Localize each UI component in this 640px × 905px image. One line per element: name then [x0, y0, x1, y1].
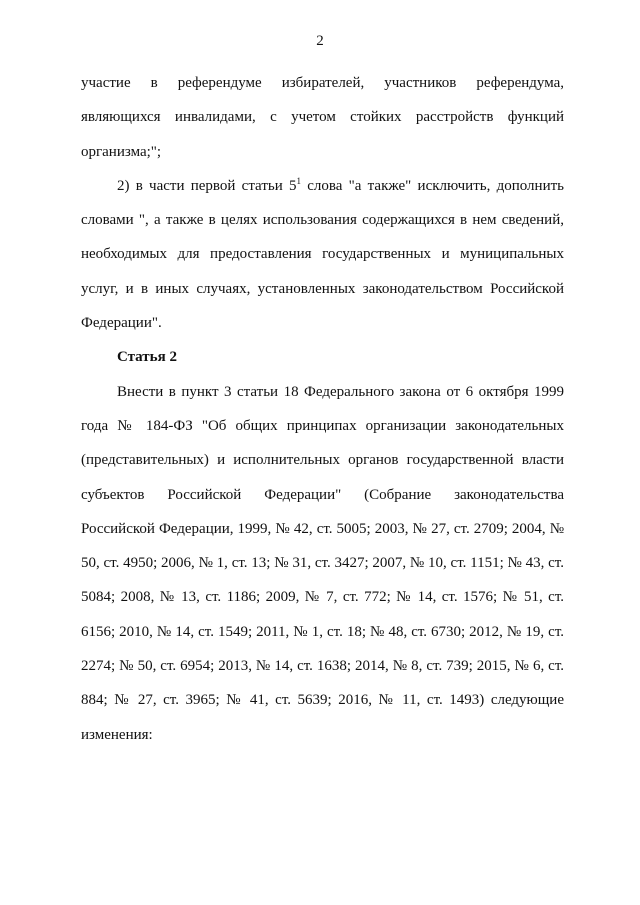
amendment-2-text-start: 2) в части первой статьи 5 — [117, 177, 297, 194]
paragraph-article-2: Внести в пункт 3 статьи 18 Федерального закона от 6 октября 1999 года № 184-ФЗ "Об общих принципах организации законодательных (представительных) и исполнительных органов государственной власти субъектов Российской Федерации" (Собрание законодательства Российской Федерации, 1999, № 42, ст. 5005; 2003, № 27, ст. 2709; 2004, № 50, ст. 4950; 2006, № 1, ст. 13; № 31, ст. 3427; 2007, № 10, ст. 1151; № 43, ст. 5084; 2008, № 13, ст. 1186; 2009, № 7, ст. 772; № 14, ст. 1576; № 51, ст. 6156; 2010, № 14, ст. 1549; 2011, № 1, ст. 18; № 48, ст. 6730; 2012, № 19, ст. 2274; № 50, ст. 6954; 2013, № 14, ст. 1638; 2014, № 8, ст. 739; 2015, № 6, ст. 884; № 27, ст. 3965; № 41, ст. 5639; 2016, № 11, ст. 1493) следующие изменения: — [81, 383, 564, 743]
amendment-2-text-end: слова "а также" исключить, дополнить словами ", а также в целях использования содержащихся в нем сведений, необходимых для предоставления государственных и муниципальных услуг, и в иных случаях, установленных законодательством Российской Федерации". — [81, 177, 564, 332]
document-body — [81, 66, 564, 752]
article-heading: Статья 2 — [117, 349, 177, 366]
paragraph-amendment-2 — [81, 169, 564, 340]
page-number: 2 — [316, 33, 324, 49]
paragraph-continuation: участие в референдуме избирателей, участников референдума, являющихся инвалидами, с учетом стойких расстройств функций организма;"; — [81, 75, 564, 160]
article-superscript: 1 — [296, 175, 301, 186]
